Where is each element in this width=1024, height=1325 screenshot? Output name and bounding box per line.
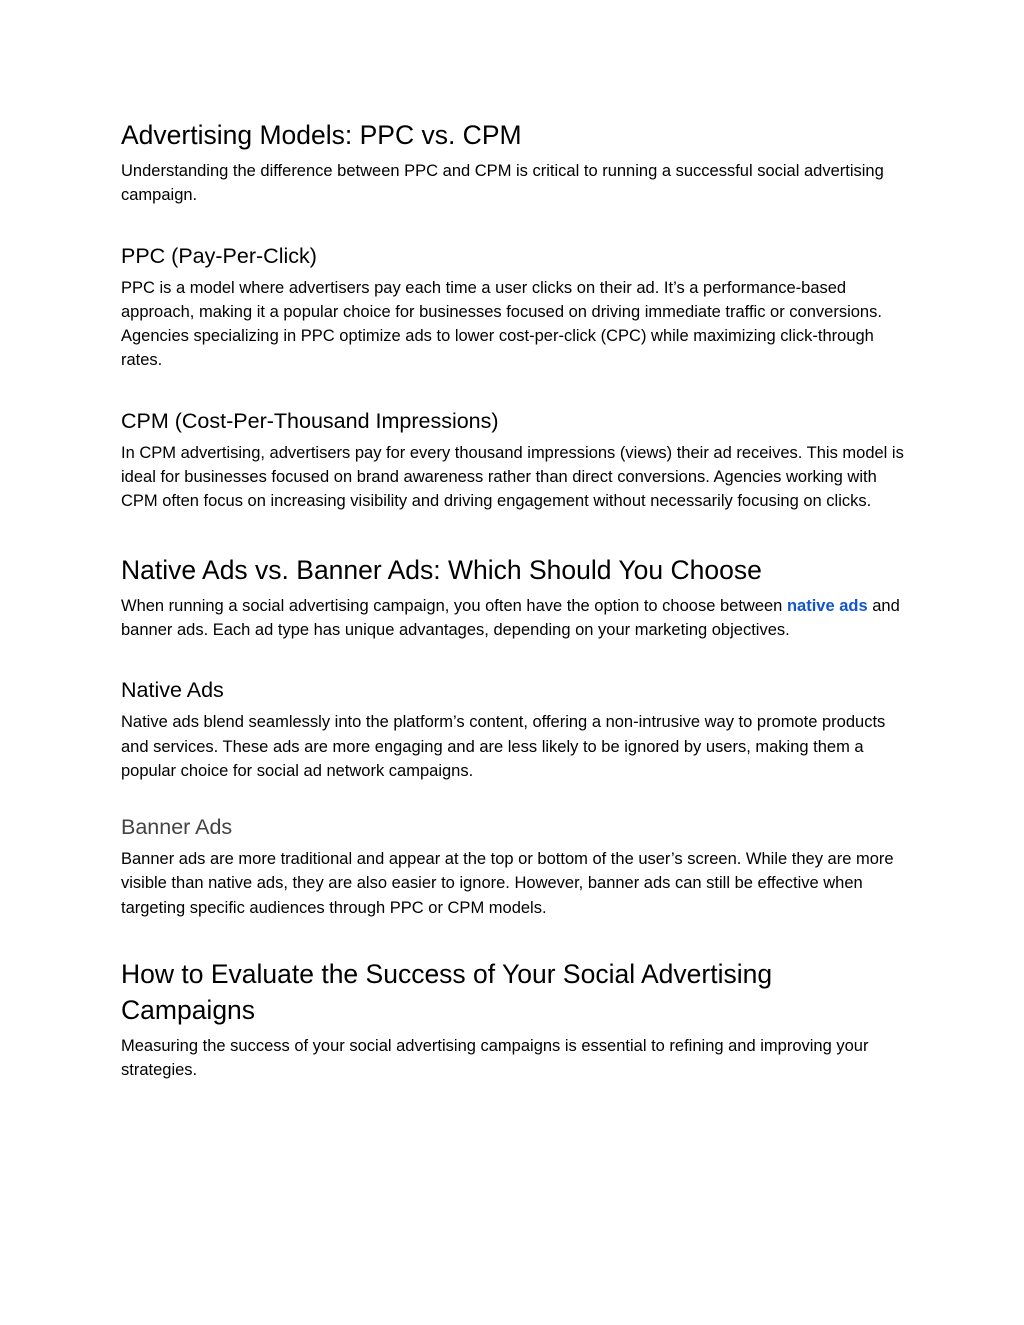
heading-banner-ads: Banner Ads <box>121 815 233 840</box>
native-ads-link[interactable]: native ads <box>786 596 868 615</box>
document-page <box>121 117 911 1083</box>
paragraph-ppc-cpm-intro: Understanding the difference between PPC and CPM is critical to running a successful social advertising campaign. <box>121 162 884 205</box>
heading-evaluate-success: How to Evaluate the Success of Your Social Advertising Campaigns <box>121 959 773 1026</box>
paragraph-cpm: In CPM advertising, advertisers pay for every thousand impressions (views) their ad receives. This model is ideal for businesses focused on brand awareness rather than direct conversions. Agencies working with CPM often focus on increasing visibility and driving engagement without necessarily focusing on clicks. <box>121 443 904 511</box>
heading-cpm: CPM (Cost-Per-Thousand Impressions) <box>121 408 499 433</box>
heading-native-ads: Native Ads <box>121 678 224 703</box>
paragraph-native-ads: Native ads blend seamlessly into the platform’s content, offering a non-intrusive way to promote products and services. These ads are more engaging and are less likely to be ignored by users, making them a popular choice for social ad network campaigns. <box>121 713 886 780</box>
intro-text-after-link: and banner ads. Each ad type has unique advantages, depending on your marketing objectives. <box>121 596 900 639</box>
paragraph-ppc: PPC is a model where advertisers pay each time a user clicks on their ad. It’s a performance-based approach, making it a popular choice for businesses focused on driving immediate traffic or conversions. Agencies specializing in PPC optimize ads to lower cost-per-click (CPC) while maximizing click-through rates. <box>121 278 882 370</box>
heading-advertising-models: Advertising Models: PPC vs. CPM <box>121 120 522 150</box>
heading-native-vs-banner: Native Ads vs. Banner Ads: Which Should You Choose <box>121 554 762 585</box>
intro-text-before-link: When running a social advertising campaign, you often have the option to choose between <box>121 596 787 615</box>
paragraph-native-vs-banner-intro <box>121 594 911 643</box>
heading-ppc: PPC (Pay-Per-Click) <box>121 243 317 268</box>
paragraph-banner-ads: Banner ads are more traditional and appear at the top or bottom of the user’s screen. While they are more visible than native ads, they are also easier to ignore. However, banner ads can still be effective when targeting specific audiences through PPC or CPM models. <box>121 850 894 917</box>
paragraph-evaluate-intro: Measuring the success of your social advertising campaigns is essential to refining and improving your strategies. <box>121 1037 869 1080</box>
